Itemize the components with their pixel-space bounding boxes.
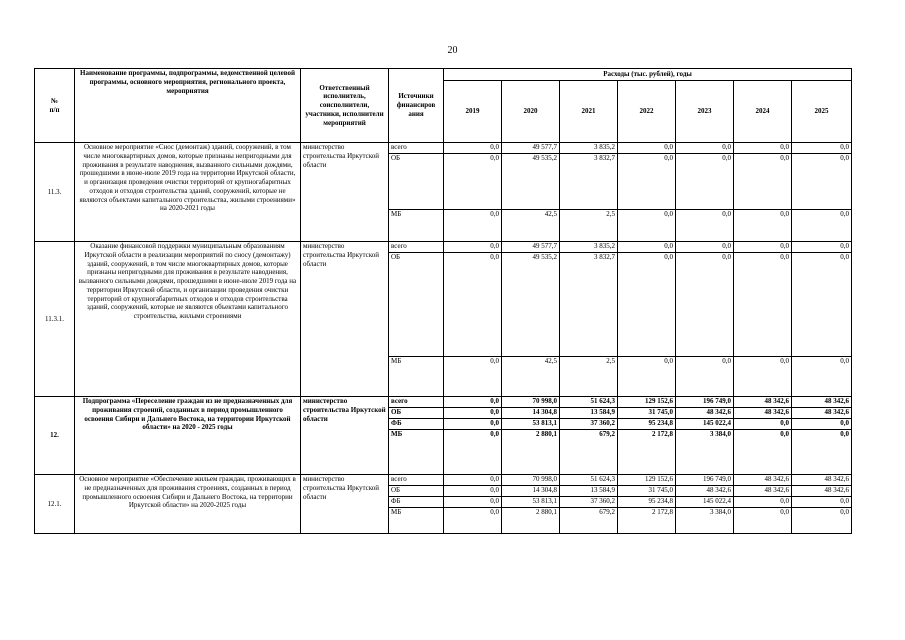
row-responsible: министерство строительства Иркутской области <box>301 242 389 397</box>
col-responsible-header: Ответственный исполнитель, соисполнители, участники, исполнители мероприятий <box>301 69 389 143</box>
source-cell: всего <box>389 242 444 253</box>
value-cell: 0,0 <box>792 508 852 534</box>
source-cell: ОБ <box>389 486 444 497</box>
value-cell: 3 832,7 <box>560 253 618 357</box>
value-cell: 0,0 <box>444 408 502 419</box>
value-cell: 0,0 <box>734 419 792 430</box>
row-name: Оказание финансовой поддержки муниципальным образованиям Иркутской области в реализации мероприятий по сносу (демонтажу) зданий, сооружений, в том числе многоквартирных домов, которые признаны непригодными для проживания в результате наводнения, вызванного сильными дождями, прошедшими в июне-июле 2019 года на территории Иркутской области, и организации проведения очистки территорий от крупногабаритных отходов и отходов строительства зданий, сооружений, которые не являются объектами капитального строительства, жилыми строениями <box>75 242 301 397</box>
value-cell: 679,2 <box>560 508 618 534</box>
year-header: 2023 <box>676 81 734 143</box>
value-cell: 42,5 <box>502 357 560 397</box>
value-cell: 0,0 <box>618 210 676 242</box>
value-cell: 48 342,6 <box>734 408 792 419</box>
value-cell: 0,0 <box>444 475 502 486</box>
value-cell: 3 835,2 <box>560 143 618 154</box>
source-cell: МБ <box>389 430 444 475</box>
value-cell: 0,0 <box>734 497 792 508</box>
value-cell: 95 234,8 <box>618 497 676 508</box>
row-code: 12. <box>35 397 75 475</box>
value-cell: 0,0 <box>618 357 676 397</box>
year-header: 2020 <box>502 81 560 143</box>
value-cell: 48 342,6 <box>792 397 852 408</box>
table-row <box>35 242 852 253</box>
value-cell: 0,0 <box>734 508 792 534</box>
value-cell: 3 384,0 <box>676 508 734 534</box>
value-cell: 49 535,2 <box>502 253 560 357</box>
value-cell: 129 152,6 <box>618 397 676 408</box>
value-cell: 53 813,1 <box>502 497 560 508</box>
value-cell: 196 749,0 <box>676 397 734 408</box>
value-cell: 0,0 <box>444 508 502 534</box>
year-header: 2019 <box>444 81 502 143</box>
year-header: 2021 <box>560 81 618 143</box>
value-cell: 48 342,6 <box>792 408 852 419</box>
value-cell: 0,0 <box>618 253 676 357</box>
table-row <box>35 475 852 486</box>
source-cell: ОБ <box>389 154 444 210</box>
value-cell: 0,0 <box>792 430 852 475</box>
value-cell: 49 577,7 <box>502 143 560 154</box>
value-cell: 42,5 <box>502 210 560 242</box>
value-cell: 0,0 <box>444 253 502 357</box>
value-cell: 3 835,2 <box>560 242 618 253</box>
value-cell: 0,0 <box>792 242 852 253</box>
value-cell: 0,0 <box>792 419 852 430</box>
value-cell: 0,0 <box>676 253 734 357</box>
value-cell: 0,0 <box>618 143 676 154</box>
budget-table <box>34 68 852 534</box>
value-cell: 0,0 <box>734 242 792 253</box>
row-code: 11.3. <box>35 143 75 242</box>
value-cell: 37 360,2 <box>560 419 618 430</box>
value-cell: 0,0 <box>444 242 502 253</box>
value-cell: 48 342,6 <box>792 475 852 486</box>
row-responsible: министерство строительства Иркутской области <box>301 143 389 242</box>
value-cell: 0,0 <box>734 253 792 357</box>
value-cell: 2 880,1 <box>502 430 560 475</box>
table-row <box>35 397 852 408</box>
value-cell: 196 749,0 <box>676 475 734 486</box>
value-cell: 95 234,8 <box>618 419 676 430</box>
value-cell: 37 360,2 <box>560 497 618 508</box>
value-cell: 0,0 <box>676 357 734 397</box>
row-code: 11.3.1. <box>35 242 75 397</box>
value-cell: 0,0 <box>444 419 502 430</box>
value-cell: 2 880,1 <box>502 508 560 534</box>
value-cell: 0,0 <box>444 210 502 242</box>
value-cell: 0,0 <box>444 143 502 154</box>
value-cell: 0,0 <box>792 497 852 508</box>
value-cell: 48 342,6 <box>676 408 734 419</box>
value-cell: 0,0 <box>734 430 792 475</box>
value-cell: 0,0 <box>444 397 502 408</box>
value-cell: 679,2 <box>560 430 618 475</box>
value-cell: 2 172,8 <box>618 508 676 534</box>
value-cell: 3 832,7 <box>560 154 618 210</box>
value-cell: 31 745,0 <box>618 486 676 497</box>
col-name-header: Наименование программы, подпрограммы, ведомственной целевой программы, основного мероприятия, регионального проекта, мероприятия <box>75 69 301 143</box>
expenses-header: Расходы (тыс. рублей), годы <box>444 69 852 81</box>
source-cell: ФБ <box>389 419 444 430</box>
value-cell: 145 022,4 <box>676 419 734 430</box>
value-cell: 0,0 <box>444 154 502 210</box>
value-cell: 0,0 <box>676 242 734 253</box>
value-cell: 49 535,2 <box>502 154 560 210</box>
value-cell: 0,0 <box>792 154 852 210</box>
value-cell: 3 384,0 <box>676 430 734 475</box>
source-cell: МБ <box>389 210 444 242</box>
col-num-header: № п/п <box>35 69 75 143</box>
value-cell: 48 342,6 <box>734 475 792 486</box>
value-cell: 0,0 <box>792 210 852 242</box>
value-cell: 145 022,4 <box>676 497 734 508</box>
value-cell: 0,0 <box>734 143 792 154</box>
source-cell: ОБ <box>389 253 444 357</box>
row-code: 12.1. <box>35 475 75 534</box>
value-cell: 13 584,9 <box>560 486 618 497</box>
source-cell: ОБ <box>389 408 444 419</box>
value-cell: 0,0 <box>792 143 852 154</box>
value-cell: 2,5 <box>560 357 618 397</box>
value-cell: 0,0 <box>676 210 734 242</box>
page-number: 20 <box>447 45 458 56</box>
value-cell: 53 813,1 <box>502 419 560 430</box>
row-responsible: министерство строительства Иркутской области <box>301 397 389 475</box>
value-cell: 51 624,3 <box>560 475 618 486</box>
value-cell: 13 584,9 <box>560 408 618 419</box>
value-cell: 2,5 <box>560 210 618 242</box>
value-cell: 31 745,0 <box>618 408 676 419</box>
value-cell: 48 342,6 <box>676 486 734 497</box>
value-cell: 0,0 <box>444 430 502 475</box>
table-row <box>35 143 852 154</box>
year-header: 2024 <box>734 81 792 143</box>
value-cell: 0,0 <box>444 357 502 397</box>
year-header: 2025 <box>792 81 852 143</box>
value-cell: 70 998,0 <box>502 475 560 486</box>
value-cell: 14 304,8 <box>502 408 560 419</box>
row-responsible: министерство строительства Иркутской области <box>301 475 389 534</box>
source-cell: всего <box>389 397 444 408</box>
value-cell: 2 172,8 <box>618 430 676 475</box>
source-cell: ФБ <box>389 497 444 508</box>
row-name: Основное мероприятие «Обеспечение жильем граждан, проживающих в не предназначенных для проживания строениях, созданных в период промышленного освоения Сибири и Дальнего Востока, на территории Иркутской области» на 2020-2025 годы <box>75 475 301 534</box>
source-cell: всего <box>389 143 444 154</box>
value-cell: 0,0 <box>734 210 792 242</box>
value-cell: 0,0 <box>618 242 676 253</box>
row-name: Основное мероприятие «Снос (демонтаж) зданий, сооружений, в том числе многоквартирных домов, которые признаны непригодными для проживания в результате наводнения, вызванного сильными дождями, прошедшими в июне-июле 2019 года на территории Иркутской области, и организация проведения очистки территорий от крупногабаритных отходов и отходов строительства зданий, сооружений, которые не являются объектами капитального строительства, жилыми строениями» на 2020-2021 годы <box>75 143 301 242</box>
value-cell: 0,0 <box>792 357 852 397</box>
value-cell: 70 998,0 <box>502 397 560 408</box>
value-cell: 51 624,3 <box>560 397 618 408</box>
value-cell: 0,0 <box>734 357 792 397</box>
value-cell: 0,0 <box>792 253 852 357</box>
year-header: 2022 <box>618 81 676 143</box>
value-cell: 0,0 <box>444 486 502 497</box>
value-cell: 48 342,6 <box>734 486 792 497</box>
source-cell: всего <box>389 475 444 486</box>
value-cell: 0,0 <box>444 497 502 508</box>
value-cell: 0,0 <box>676 143 734 154</box>
source-cell: МБ <box>389 357 444 397</box>
value-cell: 48 342,6 <box>792 486 852 497</box>
col-source-header: Источники финансиров ания <box>389 69 444 143</box>
row-name: Подпрограмма «Переселение граждан из не предназначенных для проживания строений, созданных в период промышленного освоения Сибири и Дальнего Востока, на территории Иркутской области» на 2020 - 2025 годы <box>75 397 301 475</box>
value-cell: 0,0 <box>618 154 676 210</box>
value-cell: 0,0 <box>734 154 792 210</box>
value-cell: 129 152,6 <box>618 475 676 486</box>
value-cell: 48 342,6 <box>734 397 792 408</box>
value-cell: 0,0 <box>676 154 734 210</box>
value-cell: 14 304,8 <box>502 486 560 497</box>
source-cell: МБ <box>389 508 444 534</box>
value-cell: 49 577,7 <box>502 242 560 253</box>
